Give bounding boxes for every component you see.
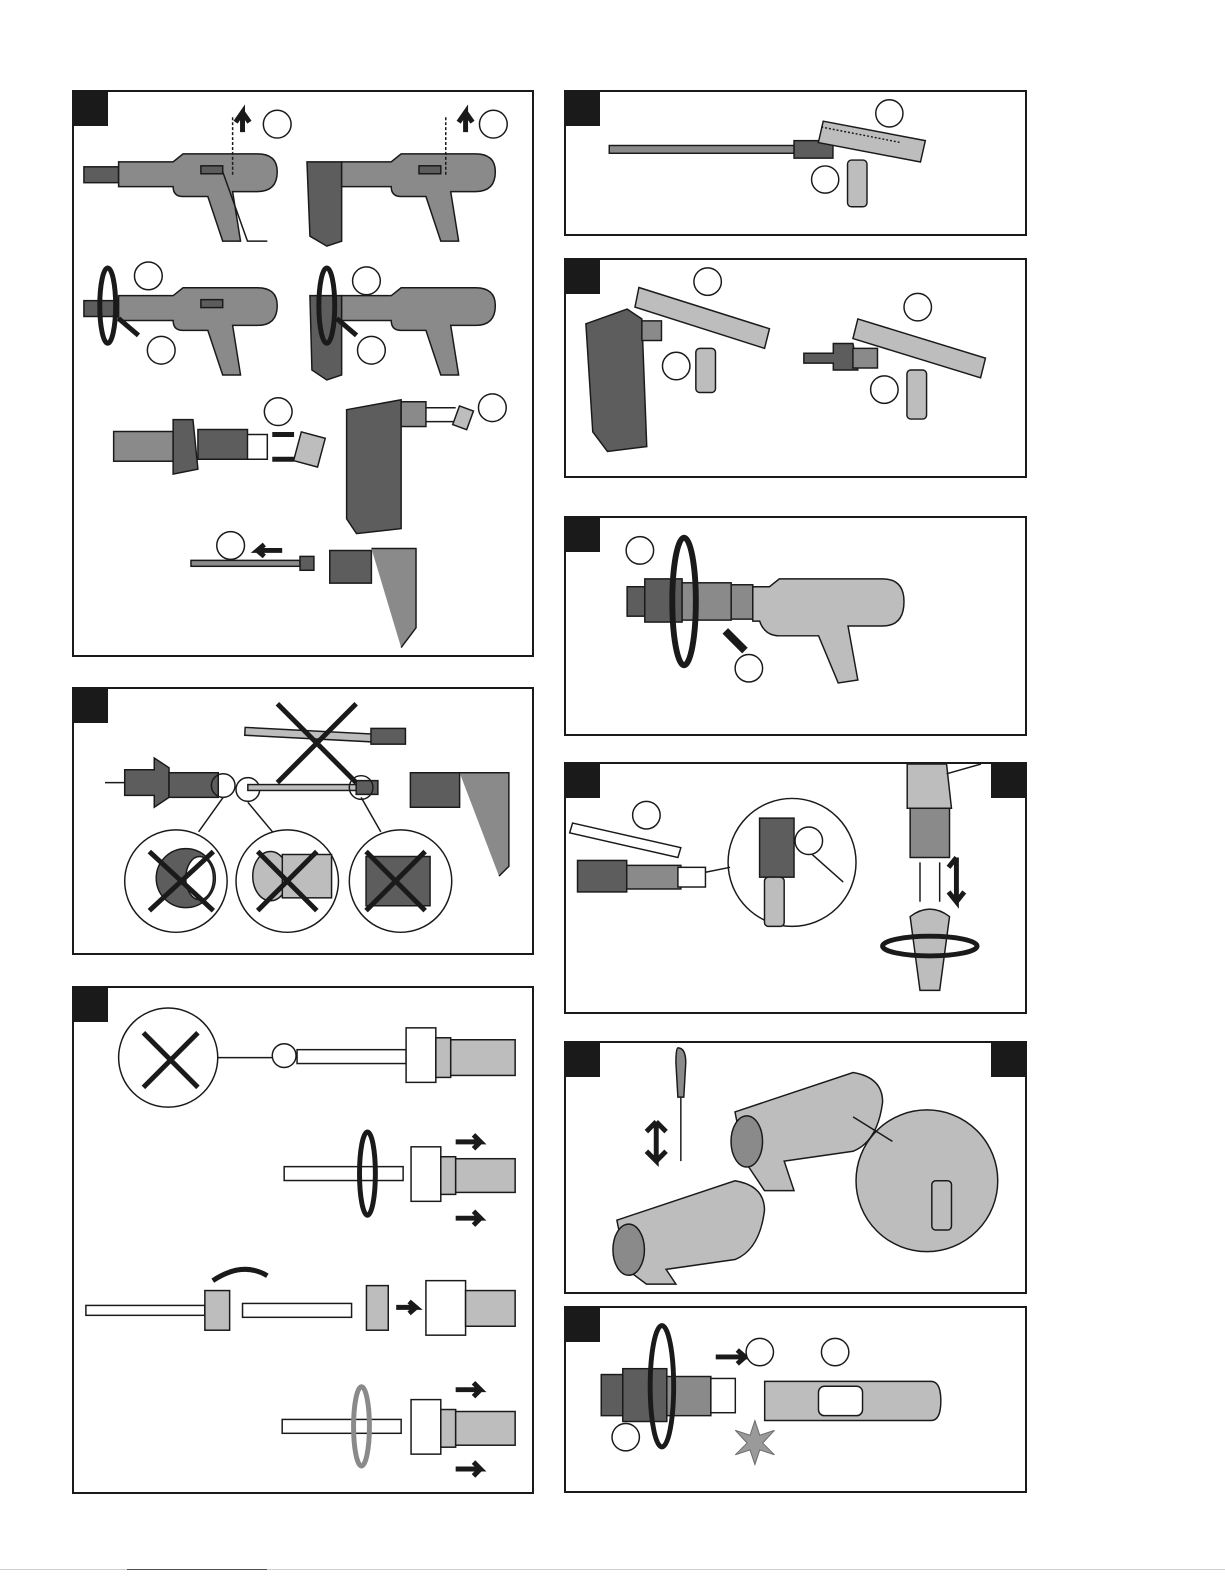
panel-clean-piston — [564, 90, 1027, 236]
piston-illustration — [74, 988, 532, 1492]
brush-icon — [818, 121, 925, 162]
clean-bore-illustration — [566, 764, 1025, 1012]
footer-link-underline[interactable] — [127, 1569, 267, 1570]
panel-lubricate — [564, 1041, 1027, 1294]
panel-reassemble — [564, 516, 1027, 736]
spark-icon — [735, 1421, 774, 1465]
reassemble-illustration — [566, 518, 1025, 734]
panel-clean-bore — [564, 762, 1027, 1014]
lubricate-illustration — [566, 1043, 1025, 1292]
spray-can-icon — [848, 160, 867, 207]
tool-body-icon — [84, 154, 277, 241]
disassembly-illustration — [74, 92, 532, 655]
panel-inspect-piston — [72, 687, 534, 955]
panel-clean-housing — [564, 258, 1027, 478]
inspect-illustration — [74, 689, 532, 953]
clean-housing-illustration — [566, 260, 1025, 476]
panel-insert — [564, 1306, 1027, 1493]
callout-circle — [263, 110, 291, 138]
insert-illustration — [566, 1308, 1025, 1491]
panel-piston-assembly — [72, 986, 534, 1494]
screwdriver-icon — [676, 1048, 686, 1097]
panel-disassembly — [72, 90, 534, 657]
clean-piston-illustration — [566, 92, 1025, 234]
